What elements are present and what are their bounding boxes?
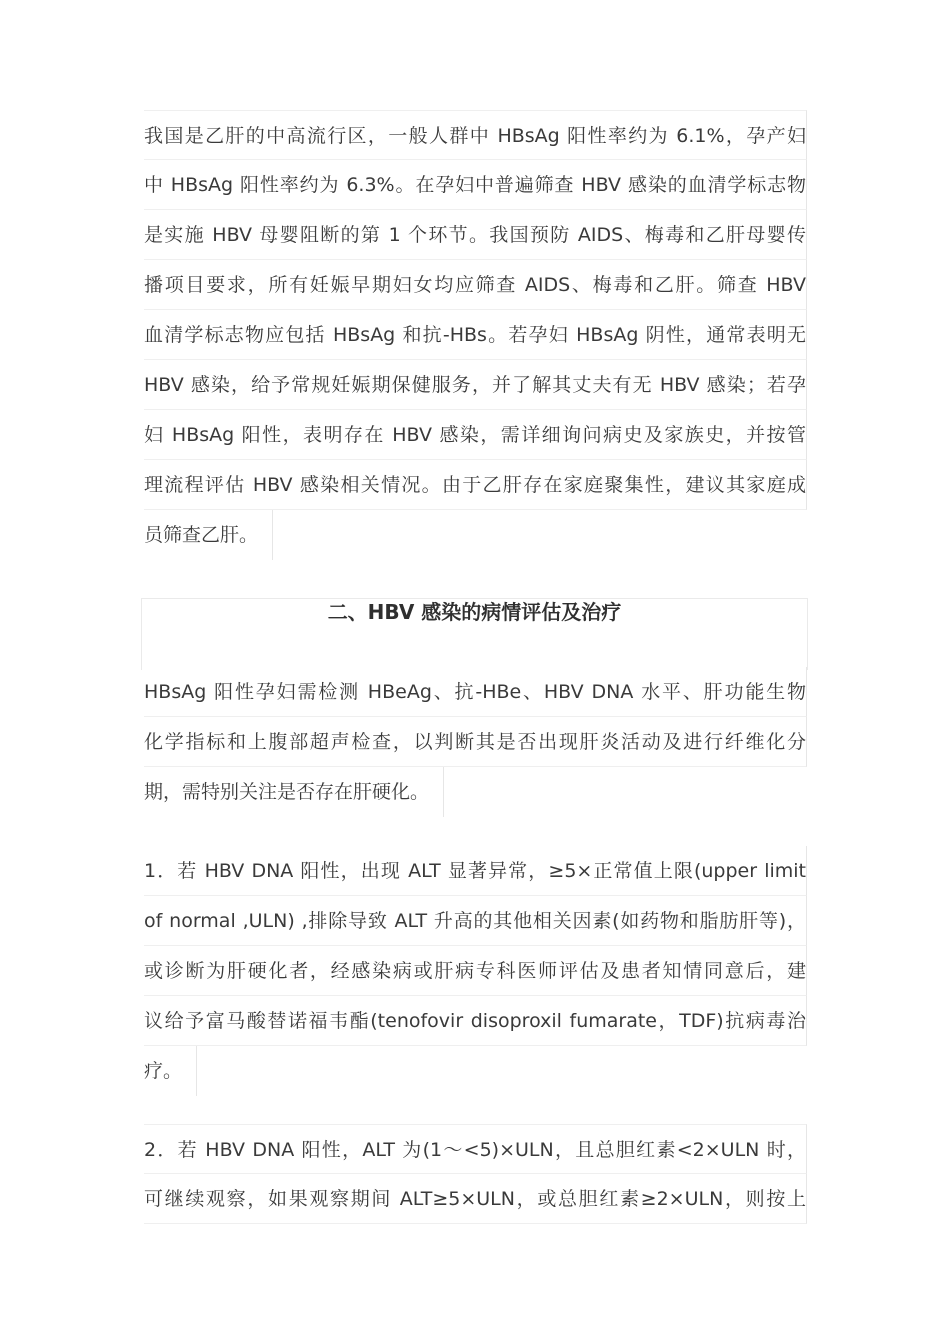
text-line: HBV 感染，给予常规妊娠期保健服务，并了解其丈夫有无 HBV 感染；若孕 — [144, 360, 807, 410]
text-line: 血清学标志物应包括 HBsAg 和抗-HBs。若孕妇 HBsAg 阴性，通常表明无 — [144, 310, 807, 360]
section-heading: 二、HBV 感染的病情评估及治疗 — [327, 600, 622, 624]
paragraph-assessment — [144, 667, 807, 821]
text-line: 2．若 HBV DNA 阳性，ALT 为(1～<5)×ULN，且总胆红素<2×ULN 时， — [144, 1124, 807, 1174]
text-line: 议给予富马酸替诺福韦酯(tenofovir disoproxil fumarate，TDF)抗病毒治 — [144, 996, 807, 1046]
text-line: 妇 HBsAg 阳性，表明存在 HBV 感染，需详细询问病史及家族史，并按管 — [144, 410, 807, 460]
text-line: HBsAg 阳性孕妇需检测 HBeAg、抗-HBe、HBV DNA 水平、肝功能生物 — [144, 667, 807, 717]
paragraph-item-2 — [144, 1124, 807, 1224]
text-line: 员筛查乙肝。 — [144, 510, 273, 560]
text-line: 可继续观察，如果观察期间 ALT≥5×ULN，或总胆红素≥2×ULN，则按上 — [144, 1174, 807, 1224]
text-line: 我国是乙肝的中高流行区，一般人群中 HBsAg 阳性率约为 6.1%，孕产妇 — [144, 110, 807, 160]
text-line: 疗。 — [144, 1046, 197, 1096]
text-line: 或诊断为肝硬化者，经感染病或肝病专科医师评估及患者知情同意后，建 — [144, 946, 807, 996]
paragraph-prevalence — [144, 110, 807, 564]
paragraph-item-1 — [144, 846, 807, 1100]
text-line: 化学指标和上腹部超声检查，以判断其是否出现肝炎活动及进行纤维化分 — [144, 717, 807, 767]
text-line: 期，需特别关注是否存在肝硬化。 — [144, 767, 444, 817]
section-heading-box — [141, 598, 808, 670]
text-line: 播项目要求，所有妊娠早期妇女均应筛查 AIDS、梅毒和乙肝。筛查 HBV — [144, 260, 807, 310]
text-line: 中 HBsAg 阳性率约为 6.3%。在孕妇中普遍筛查 HBV 感染的血清学标志物 — [144, 160, 807, 210]
text-line: 1．若 HBV DNA 阳性，出现 ALT 显著异常，≥5×正常值上限(upper limit — [144, 846, 807, 896]
text-line: of normal ,ULN) ,排除导致 ALT 升高的其他相关因素(如药物和脂肪肝等)， — [144, 896, 807, 946]
text-line: 理流程评估 HBV 感染相关情况。由于乙肝存在家庭聚集性，建议其家庭成 — [144, 460, 807, 510]
text-line: 是实施 HBV 母婴阻断的第 1 个环节。我国预防 AIDS、梅毒和乙肝母婴传 — [144, 210, 807, 260]
